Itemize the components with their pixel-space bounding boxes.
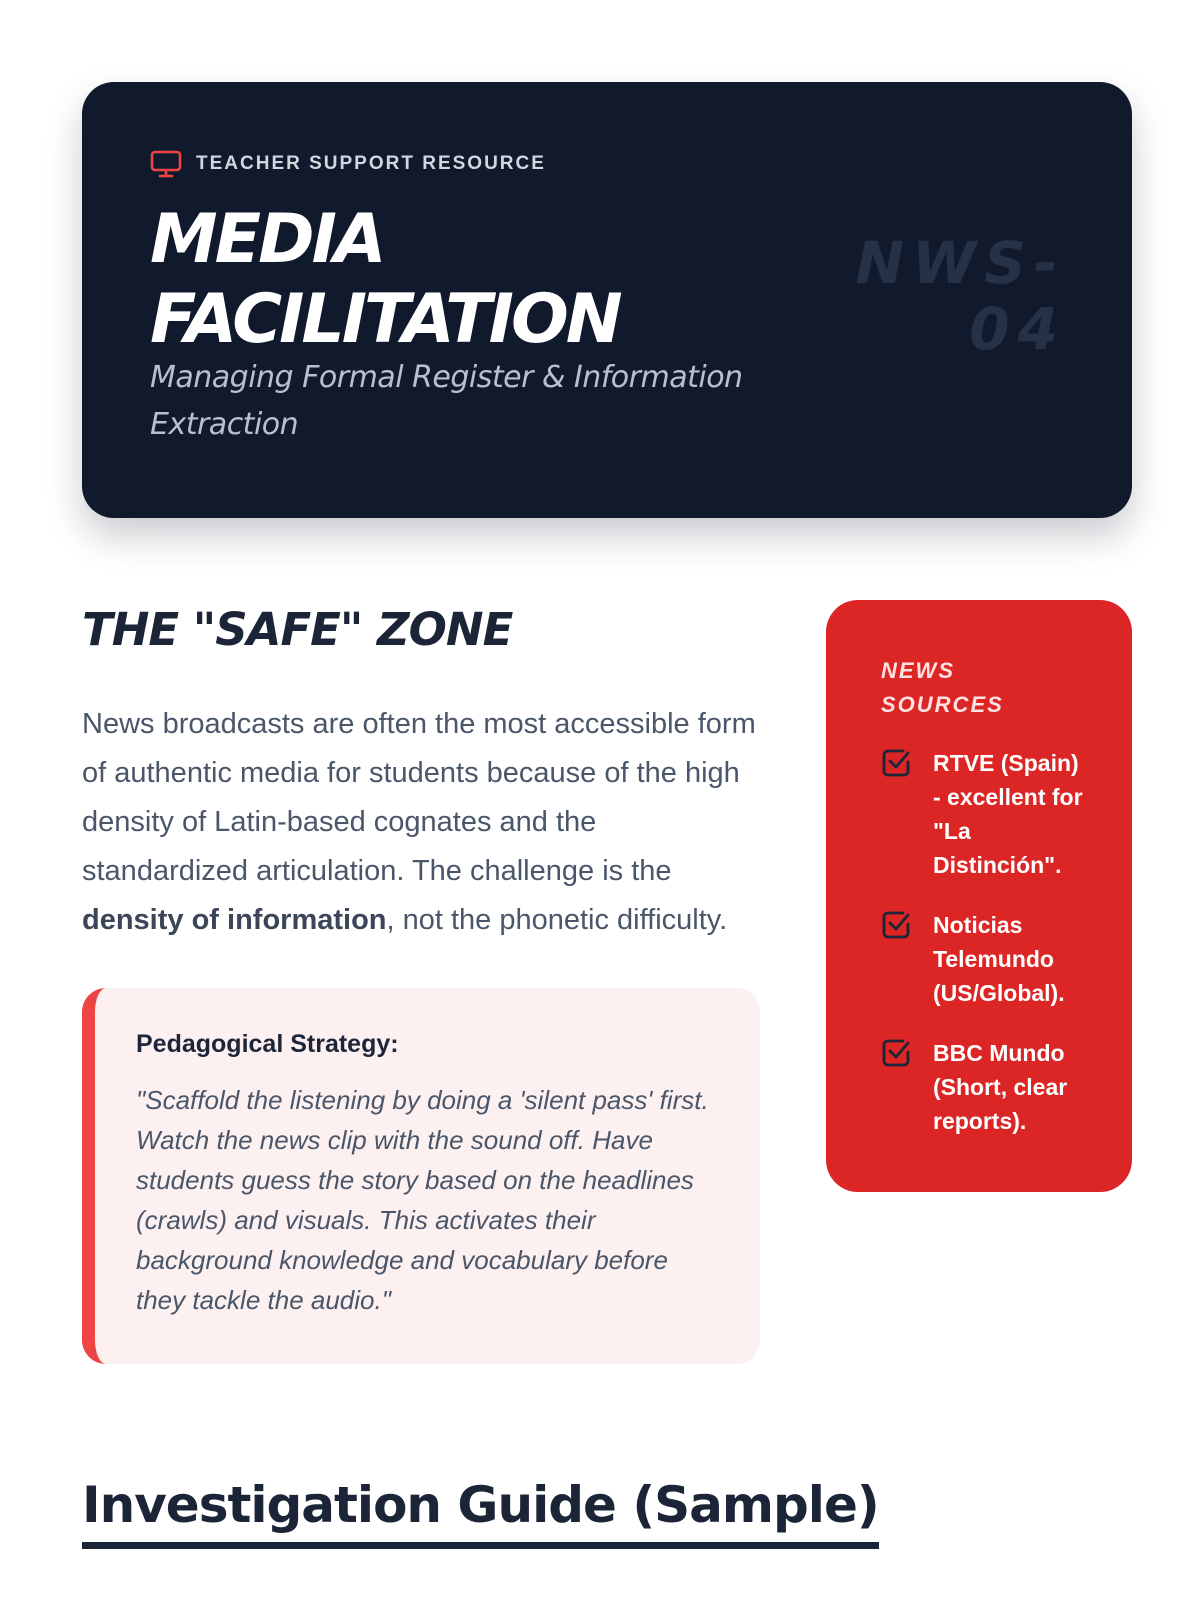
resource-tag-label: TEACHER SUPPORT RESOURCE xyxy=(196,153,546,174)
safe-zone-paragraph xyxy=(82,700,762,945)
hero-banner xyxy=(82,82,1132,518)
news-source-item xyxy=(881,908,1101,1010)
resource-tag xyxy=(150,150,546,178)
news-source-label: Noticias Telemundo (US/Global). xyxy=(933,912,1065,1006)
safe-zone-text-start: News broadcasts are often the most accessible form of authentic media for students because of the high density of Latin-based cognates and the standardized articulation. The challenge is the xyxy=(82,708,756,887)
checkbox-checked-icon xyxy=(881,746,911,778)
news-source-item xyxy=(881,746,1101,882)
safe-zone-heading: THE "SAFE" ZONE xyxy=(82,603,513,656)
strategy-heading: Pedagogical Strategy: xyxy=(136,1030,399,1058)
page-subtitle: Managing Formal Register & Information Extraction xyxy=(150,360,743,442)
news-sources-list xyxy=(881,746,1101,1164)
resource-code xyxy=(856,230,1066,362)
page-title xyxy=(150,200,620,360)
monitor-icon xyxy=(150,150,182,178)
news-sources-card xyxy=(826,600,1132,1192)
checkbox-checked-icon xyxy=(881,908,911,940)
news-source-item xyxy=(881,1036,1101,1138)
news-source-label: RTVE (Spain) - excellent for "La Distinción". xyxy=(933,750,1083,878)
safe-zone-text-end: , not the phonetic difficulty. xyxy=(386,904,728,936)
strategy-callout xyxy=(82,988,760,1364)
resource-code-line-1: NWS- xyxy=(855,229,1066,297)
investigation-guide-heading: Investigation Guide (Sample) xyxy=(82,1474,879,1549)
page-title-line-2: FACILITATION xyxy=(150,280,620,359)
strategy-quote: "Scaffold the listening by doing a 'silent pass' first. Watch the news clip with the sound off. Have students guess the story based on the headlines (crawls) and visuals. This activates their background knowledge and vocabulary before they tackle the audio." xyxy=(136,1085,709,1315)
news-sources-heading: NEWS SOURCES xyxy=(881,658,1004,717)
news-source-label: BBC Mundo (Short, clear reports). xyxy=(933,1040,1068,1134)
page-title-line-1: MEDIA xyxy=(150,200,384,279)
resource-code-line-2: 04 xyxy=(969,295,1066,363)
checkbox-checked-icon xyxy=(881,1036,911,1068)
safe-zone-emphasis: density of information xyxy=(82,904,387,936)
